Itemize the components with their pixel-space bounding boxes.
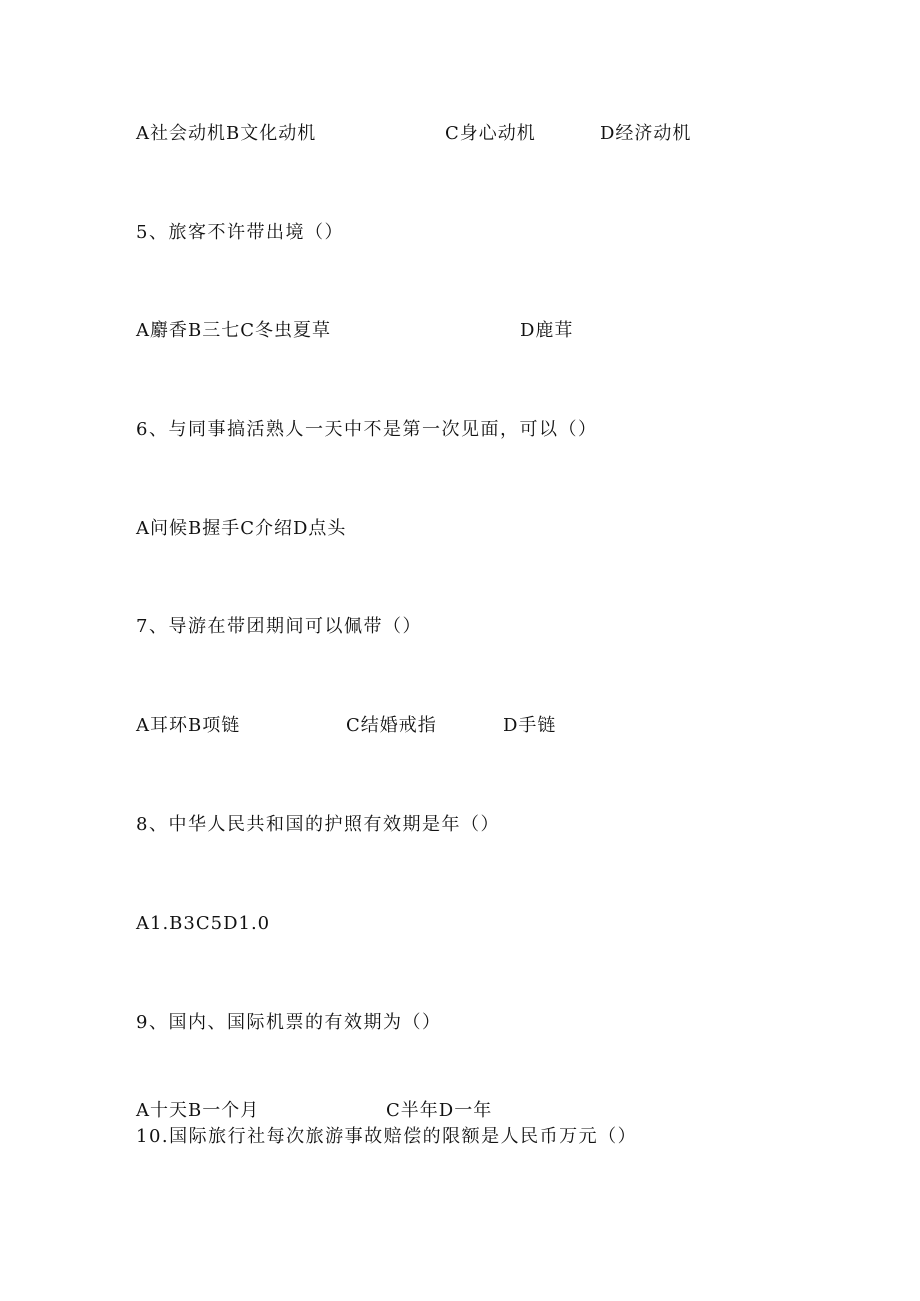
q9-options-ab: A十天B一个月 [136,1100,260,1121]
q4-option-d: D经济动机 [600,123,692,144]
q5-options-abc: A麝香B三七C冬虫夏草 [136,320,331,341]
q6-question: 6、与同事搞活熟人一天中不是第一次见面，可以（） [136,419,598,440]
q7-options-ab: A耳环B项链 [136,715,241,736]
q5-question: 5、旅客不许带出境（） [136,222,344,243]
q8-question: 8、中华人民共和国的护照有效期是年（） [136,814,500,835]
q8-options-abcd: A1.B3C5D1.0 [136,913,271,934]
q7-option-d: D手链 [503,715,557,736]
q6-options-abcd: A问候B握手C介绍D点头 [136,518,347,539]
q4-option-c: C身心动机 [445,123,536,144]
q7-option-c: C结婚戒指 [346,715,437,736]
q10-question: 10.国际旅行社每次旅游事故赔偿的限额是人民币万元（） [136,1126,638,1147]
q4-options-ab: A社会动机B文化动机 [136,123,317,144]
q9-options-cd: C半年D一年 [386,1100,493,1121]
q9-question: 9、国内、国际机票的有效期为（） [136,1012,442,1033]
q7-question: 7、导游在带团期间可以佩带（） [136,616,422,637]
q5-option-d: D鹿茸 [520,320,574,341]
